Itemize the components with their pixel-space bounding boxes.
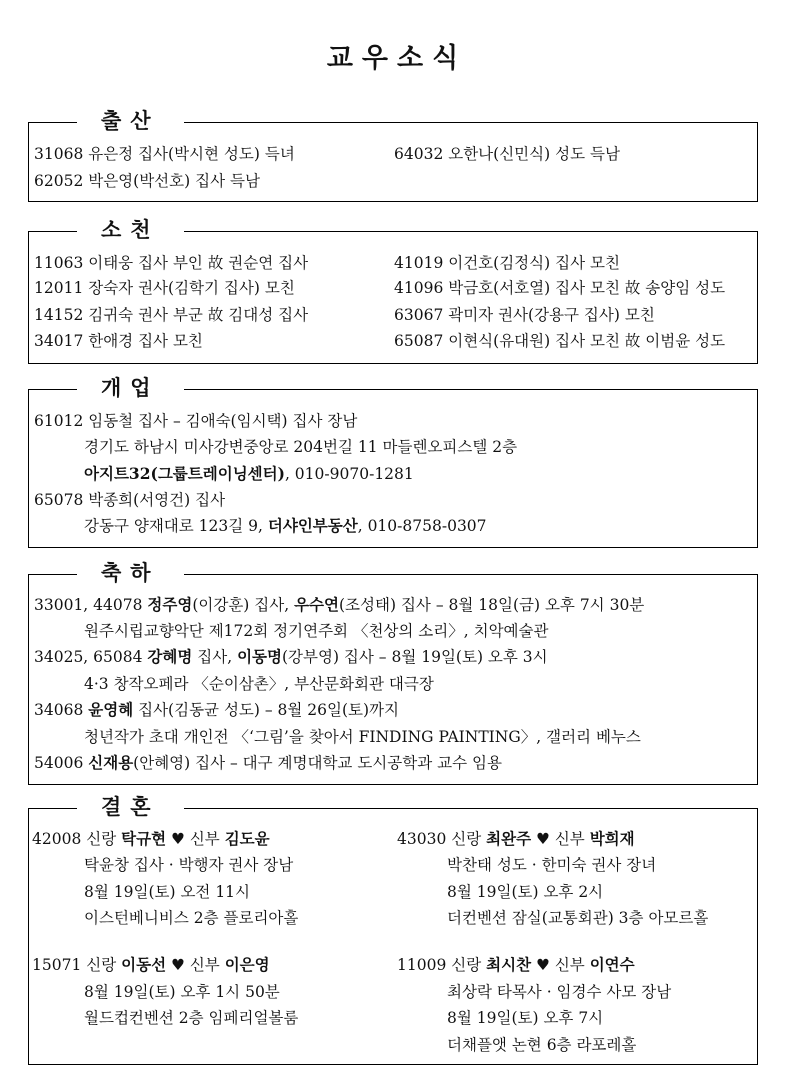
- congrats-text: 집사(김동균 성도) – 8월 26일(토)까지: [133, 701, 400, 719]
- member-name: 신재용: [88, 753, 134, 772]
- groom-label: 신랑: [86, 956, 122, 974]
- heart-icon: ♥: [170, 955, 185, 974]
- business-phone: , 010-9070-1281: [284, 465, 414, 483]
- opening-line: 61012 임동철 집사 – 김애숙(임시택) 집사 장남: [34, 412, 358, 430]
- member-id: 15071: [32, 956, 82, 974]
- opening-address: 경기도 하남시 미사강변중앙로 204번길 11 마들렌오피스텔 2층: [84, 438, 518, 456]
- bereavement-item: 12011 장숙자 권사(김학기 집사) 모친: [34, 279, 295, 297]
- business-address: 강동구 양재대로 123길 9,: [84, 517, 268, 535]
- member-name: 윤영혜: [88, 700, 134, 719]
- bereavement-item: 63067 곽미자 권사(강용구 집사) 모친: [394, 306, 655, 324]
- wedding-date: 8월 19일(토) 오후 1시 50분: [84, 983, 280, 1001]
- bereavement-section: [28, 217, 758, 364]
- congrats-text: 집사,: [192, 648, 238, 666]
- birth-item: 64032 오한나(신민식) 성도 득남: [394, 145, 620, 163]
- heart-icon: ♥: [170, 829, 185, 848]
- opening-section: [28, 375, 758, 548]
- bereavement-item: 34017 한애경 집사 모친: [34, 332, 203, 350]
- member-ids: 54006: [34, 754, 89, 772]
- birth-section: [28, 108, 758, 202]
- opening-line: 65078 박종희(서영건) 집사: [34, 491, 226, 509]
- wedding-couple: [32, 954, 270, 976]
- wedding-couple: [397, 828, 635, 850]
- wedding-venue: 월드컵컨벤션 2층 임페리얼볼룸: [84, 1009, 299, 1027]
- member-id: 42008: [32, 830, 82, 848]
- member-ids: 33001, 44078: [34, 596, 148, 614]
- opening-section-title: 개업: [77, 373, 184, 403]
- wedding-section-title: 결혼: [77, 792, 184, 822]
- member-ids: 34025, 65084: [34, 648, 148, 666]
- wedding-venue: 이스턴베니비스 2층 플로리아홀: [84, 909, 299, 927]
- heart-icon: ♥: [535, 955, 550, 974]
- wedding-parents: 최상락 타목사 · 임경수 사모 장남: [447, 983, 672, 1001]
- congrats-section: [28, 560, 758, 785]
- wedding-section: [28, 794, 758, 1065]
- bereavement-item: 41019 이건호(김정식) 집사 모친: [394, 254, 620, 272]
- groom-name: 이동선: [121, 955, 167, 974]
- member-name: 정주영: [147, 595, 193, 614]
- bereavement-section-title: 소천: [77, 215, 184, 245]
- page-title: 교우소식: [326, 43, 468, 74]
- wedding-date: 8월 19일(토) 오전 11시: [84, 883, 251, 901]
- wedding-parents: 탁윤창 집사 · 박행자 권사 장남: [84, 856, 294, 874]
- member-id: 43030: [397, 830, 447, 848]
- bride-name: 이연수: [589, 955, 635, 974]
- opening-business: [84, 463, 414, 485]
- wedding-couple: [32, 828, 270, 850]
- birth-item: 31068 유은정 집사(박시현 성도) 득녀: [34, 145, 295, 163]
- congrats-detail: 청년작가 초대 개인전 〈‘그림’을 찾아서 FINDING PAINTING〉, 갤러리 베누스: [84, 728, 641, 746]
- birth-item: 62052 박은영(박선호) 집사 득남: [34, 172, 260, 190]
- bride-name: 이은영: [224, 955, 270, 974]
- bereavement-item: 11063 이태웅 집사 부인 故 권순연 집사: [34, 254, 309, 272]
- congrats-text: (안혜영) 집사 – 대구 계명대학교 도시공학과 교수 임용: [133, 754, 502, 772]
- bride-label: 신부: [549, 956, 590, 974]
- opening-business: [84, 515, 487, 537]
- member-id: 11009: [397, 956, 447, 974]
- bride-name: 박희재: [589, 829, 635, 848]
- congrats-line: [34, 752, 502, 774]
- congrats-detail: 원주시립교향악단 제172회 정기연주회 〈천상의 소리〉, 치악예술관: [84, 622, 549, 640]
- member-ids: 34068: [34, 701, 89, 719]
- groom-label: 신랑: [451, 830, 487, 848]
- bride-label: 신부: [184, 830, 225, 848]
- wedding-couple: [397, 954, 635, 976]
- congrats-text: (조성태) 집사 – 8월 18일(금) 오후 7시 30분: [339, 596, 645, 614]
- heart-icon: ♥: [535, 829, 550, 848]
- wedding-date: 8월 19일(토) 오후 7시: [447, 1009, 604, 1027]
- groom-name: 최시찬: [486, 955, 532, 974]
- business-phone: , 010-8758-0307: [357, 517, 487, 535]
- bereavement-item: 41096 박금호(서호열) 집사 모친 故 송양임 성도: [394, 279, 726, 297]
- wedding-venue: 더채플앳 논현 6층 라포레홀: [447, 1036, 637, 1054]
- wedding-parents: 박찬태 성도 · 한미숙 권사 장녀: [447, 856, 657, 874]
- member-name: 이동명: [237, 647, 282, 666]
- birth-section-title: 출산: [77, 106, 184, 136]
- groom-name: 최완주: [486, 829, 532, 848]
- bride-name: 김도윤: [224, 829, 270, 848]
- congrats-detail: 4·3 창작오페라 〈순이삼촌〉, 부산문화회관 대극장: [84, 675, 434, 693]
- congrats-text: (이강훈) 집사,: [192, 596, 295, 614]
- congrats-line: [34, 699, 399, 721]
- business-name: 아지트32(그룹트레이닝센터): [84, 464, 285, 483]
- congrats-line: [34, 646, 548, 668]
- bride-label: 신부: [549, 830, 590, 848]
- business-name: 더샤인부동산: [267, 516, 358, 535]
- bereavement-item: 14152 김귀숙 권사 부군 故 김대성 집사: [34, 306, 309, 324]
- groom-name: 탁규현: [121, 829, 167, 848]
- wedding-venue: 더컨벤션 잠실(교통회관) 3층 아모르홀: [447, 909, 709, 927]
- bereavement-item: 65087 이현식(유대원) 집사 모친 故 이범윤 성도: [394, 332, 726, 350]
- wedding-date: 8월 19일(토) 오후 2시: [447, 883, 604, 901]
- member-name: 우수연: [294, 595, 339, 614]
- member-name: 강혜명: [147, 647, 193, 666]
- congrats-text: (강부영) 집사 – 8월 19일(토) 오후 3시: [281, 648, 548, 666]
- groom-label: 신랑: [86, 830, 122, 848]
- congrats-line: [34, 594, 644, 616]
- congrats-section-title: 축하: [77, 558, 184, 588]
- bride-label: 신부: [184, 956, 225, 974]
- groom-label: 신랑: [451, 956, 487, 974]
